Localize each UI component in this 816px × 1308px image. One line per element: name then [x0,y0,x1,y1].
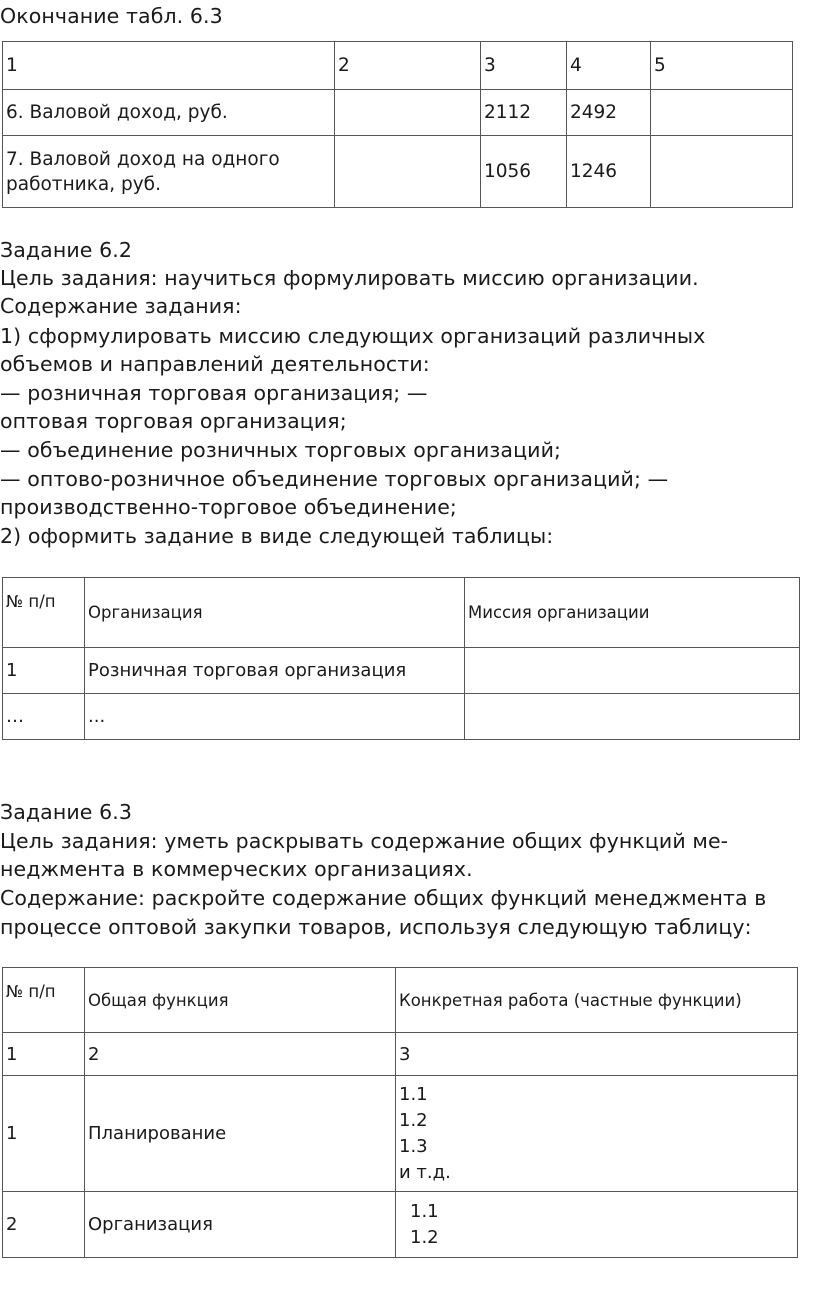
list-item: 1.3 [399,1135,428,1157]
task-line: процессе оптовой закупки товаров, используя следующую таблицу: [0,915,752,939]
table-cell [465,648,800,694]
table-cell [396,1192,798,1258]
table-cell: 2 [85,1033,396,1076]
table-cell: Планирование [85,1076,396,1192]
list-item: 1.2 [410,1226,439,1248]
task-line: — розничная торговая организация; — [0,381,428,405]
table-cell: № п/п [3,968,85,1033]
table-row [3,90,793,136]
task-line: неджмента в коммерческих организациях. [0,857,473,881]
table-cell: 4 [567,42,651,90]
table-cell: 1 [3,648,85,694]
task-title: Задание 6.2 [0,238,132,262]
table-caption: Окончание табл. 6.3 [0,4,223,28]
table-cell: Миссия организации [465,578,800,648]
table-cell: Конкретная работа (частные функции) [396,968,798,1033]
table-cell: 2 [335,42,481,90]
task-line: Цель задания: уметь раскрывать содержание общих функций ме- [0,829,729,853]
task-goal: Цель задания: научиться формулировать миссию организации. [0,266,699,290]
table-cell: 3 [396,1033,798,1076]
table-cell [335,90,481,136]
cell-text: работника, руб. [6,173,161,195]
table-cell [651,136,793,208]
table-cell: 3 [481,42,567,90]
table-cell [335,136,481,208]
task-title: Задание 6.3 [0,800,132,824]
table-cell: № п/п [3,578,85,648]
table-cell: Розничная торговая организация [85,648,465,694]
table-cell: 1 [3,42,335,90]
task-line: Содержание: раскройте содержание общих функций менеджмента в [0,886,767,910]
functions-table [2,967,798,1258]
table-cell: 2112 [481,90,567,136]
list-item: 1.2 [399,1109,428,1131]
income-table [2,41,793,208]
table-header-row [3,42,793,90]
table-cell: 1246 [567,136,651,208]
table-cell: 2492 [567,90,651,136]
table-cell: 1 [3,1076,85,1192]
table-cell [3,136,335,208]
table-cell: Организация [85,578,465,648]
task-line: производственно-торговое объединение; [0,495,457,519]
table-cell: 6. Валовой доход, руб. [3,90,335,136]
list-item: и т.д. [399,1161,451,1183]
table-cell: Организация [85,1192,396,1258]
task-line: — объединение розничных торговых организаций; [0,438,562,462]
list-item: 1.1 [410,1200,439,1222]
table-cell: 1056 [481,136,567,208]
table-row [3,1076,798,1192]
list-item: 1.1 [399,1083,428,1105]
task-line: 2) оформить задание в виде следующей таблицы: [0,524,554,548]
table-row [3,136,793,208]
task-content-label: Содержание задания: [0,294,242,318]
task-line: 1) сформулировать миссию следующих организаций различных [0,324,706,348]
table-cell: Общая функция [85,968,396,1033]
table-row [3,694,800,740]
table-row [3,1033,798,1076]
table-header-row [3,578,800,648]
table-cell: 1 [3,1033,85,1076]
task-line: оптовая торговая организация; [0,409,347,433]
table-row [3,648,800,694]
table-cell [396,1076,798,1192]
mission-table [2,577,800,740]
task-line: — оптово-розничное объединение торговых организаций; — [0,467,669,491]
table-cell: … [3,694,85,740]
table-cell [465,694,800,740]
table-row [3,1192,798,1258]
task-line: объемов и направлений деятельности: [0,352,430,376]
table-cell: 5 [651,42,793,90]
cell-text: 7. Валовой доход на одного [6,148,280,170]
table-cell: 2 [3,1192,85,1258]
table-cell [651,90,793,136]
table-header-row [3,968,798,1033]
table-cell: ... [85,694,465,740]
